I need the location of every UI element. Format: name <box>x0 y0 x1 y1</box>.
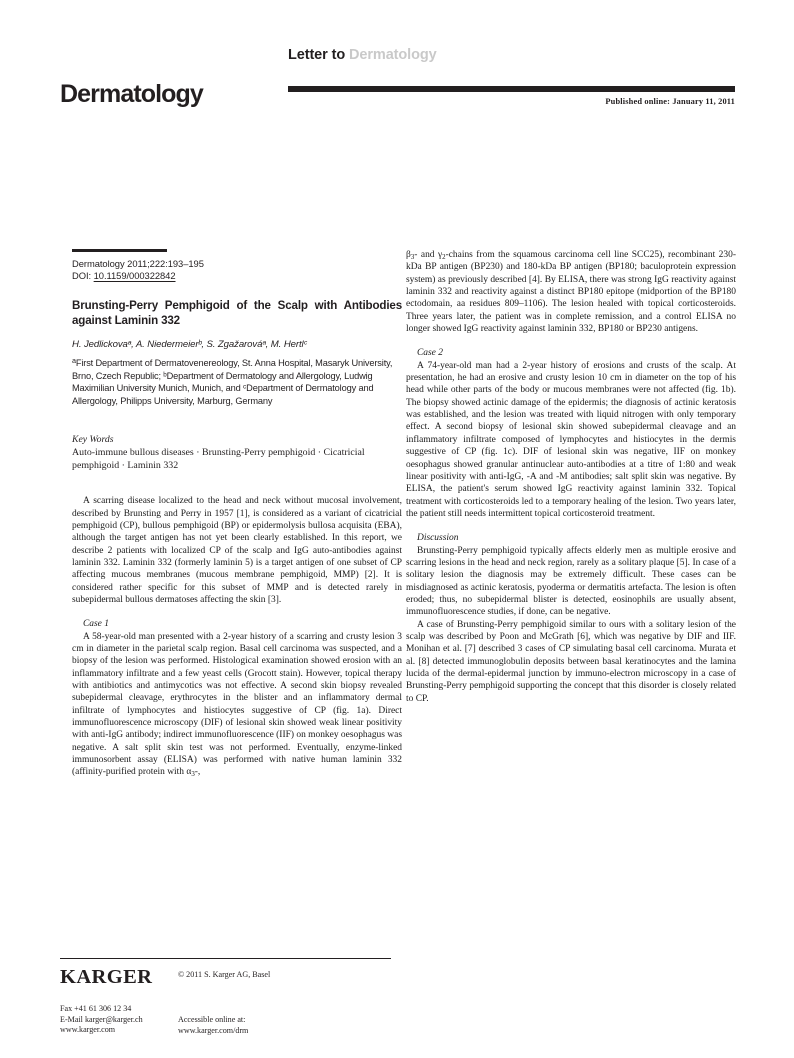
affiliation-marker-a: a <box>72 356 76 365</box>
gamma-subscript: 2 <box>442 254 446 262</box>
doi-link[interactable]: 10.1159/000322842 <box>93 270 176 282</box>
publisher-contact-block <box>60 1004 143 1036</box>
discussion-heading: Discussion <box>417 533 459 544</box>
chain-connector: - and γ <box>414 250 443 260</box>
article-top-rule <box>72 249 167 252</box>
header-rule <box>288 86 735 92</box>
accessible-online-url[interactable]: www.karger.com/drm <box>178 1025 249 1035</box>
case1-continued-paragraph <box>406 249 736 335</box>
accessible-online-block <box>178 1015 248 1036</box>
article-citation-block <box>72 258 402 283</box>
case2-heading: Case 2 <box>417 348 443 359</box>
journal-masthead-logo: Dermatology <box>60 80 203 108</box>
keywords-block <box>72 434 402 473</box>
accessible-online-label: Accessible online at: <box>178 1015 246 1024</box>
right-column <box>406 249 736 705</box>
case2-paragraph: A 74-year-old man had a 2-year history of erosions and crusts of the scalp. At presentation, he had an erosive and crusty lesion 10 cm in diameter on the top of his head while other parts of the body or mucous membranes were not affected (fig. 1b). The biopsy showed actinic damage of the epidermis; the diagnosis of actinic keratosis was established, and the lesion was treated with liquid nitrogen with only temporary effect. A second biopsy of lesional skin showed subepidermal cleavage and an inflammatory infiltrate composed of lymphocytes and histiocytes in the dermis suggestive of CP (fig. 1c). DIF of lesional skin was negative, IIF on monkey oesophagus showed granular antinuclear auto-antibodies at a titre of 1:80 and weak linear positivity with anti-IgG, -A and -M antibodies; salt split skin was negative. By ELISA, the patient's serum showed IgG reactivity against laminin 332. Topical treatment with corticosteroids led to a temporary healing of the lesion. Two years later, the patient still needs intermittent topical corticosteroid treatment. <box>406 360 736 519</box>
letter-to-label: Letter to <box>288 47 346 63</box>
case1-text-tail: -, <box>194 767 201 778</box>
journal-citation: Dermatology 2011;222:193–195 <box>72 257 204 269</box>
article-title: Brunsting-Perry Pemphigoid of the Scalp with Antibodies against Laminin 332 <box>72 298 402 327</box>
email-line[interactable]: E-Mail karger@karger.ch <box>60 1014 143 1024</box>
intro-paragraph: A scarring disease localized to the head and neck without mucosal involvement, described by Brunsting and Perry in 1957 [1], is considered as a variant of cicatricial pemphigoid (CP), bullous pemphigoid (BP) or epidermolysis bullosa acquisita (EBA), although the target antigen has not yet been clearly established. In this report, we describe 2 patients with localized CP of the scalp and IgG auto-antibodies against laminin 332. Laminin 332 (formerly laminin 5) is a target antigen of one subset of CP affecting mucous membranes (mucous membrane pemphigoid, MMP) [2]. It is considered rather specific for this subset of MMP and is detected rarely in subepidermal bullous dermatoses affecting the skin [3]. <box>72 496 402 605</box>
discussion-paragraph-2: A case of Brunsting-Perry pemphigoid similar to ours with a solitary lesion of the scalp was described by Poon and McGrath [6], which was negative by DIF and IIF. Monihan et al. [7] described 3 cases of CP simulating basal cell carcinoma. Murata et al. [8] detected immunoglobulin deposits between basal keratinocytes and the lamina lucida of the dermal-epidermal junction by immuno-electron microscopy in a case of Brunsting-Perry pemphigoid supporting the concept that this disorder is closely related to CP. <box>406 619 736 704</box>
case1-paragraph <box>72 631 402 779</box>
letter-to-journal-label: Dermatology <box>349 47 437 63</box>
case1-continued-text: -chains from the squamous carcinoma cell line SCC25), recombinant 230-kDa BP antigen (BP230) and 180-kDa BP antigen (BP180; baculoprotein expression system) as previously described [4]. By ELISA, there was strong IgG reactivity against laminin 332 and reactivity against a distinct BP180 epitope (midportion of the BP180 ectodomain, aa residues 809–1106). The lesion healed with topical corticosteroids. Three years later, the patient was in complete remission, and a control ELISA no longer showed IgG reactivity against laminin 332, BP180 or BP230 antigens. <box>406 250 736 335</box>
beta-subscript: 3 <box>410 254 415 262</box>
affiliations-text: First Department of Dermatovenereology, St. Anna Hospital, Masaryk University, Brno, Czech Republic; ᵇDepartment of Dermatology and Allergology, Ludwig Maximilian University Munich, Munich, and ᶜDepartment of Dermatology and Allergology, Philipps University, Marburg, Germany <box>72 358 393 406</box>
case1-text-main: A 58-year-old man presented with a 2-year history of a scarring and crusty lesion 3 cm in diameter in the parietal scalp region. Basal cell carcinoma was suspected, and a biopsy of the lesion was performed. Histological examination showed erosion with an inflammatory infiltrate and a few yeast cells (Grocott stain). However, topical therapy with antibiotics and antimycotics was not effective. A second skin biopsy revealed subepidermal cleavage, erythrocytes in the blister and an inflammatory dermal infiltrate of lymphocytes and histiocytes suggestive of CP (fig. 1a). Direct immunofluorescence microscopy (DIF) of lesional skin showed weak linear positivity with anti-IgG antibody; indirect immunofluorescence (IIF) on monkey oesophagus was negative. A salt split skin test was not performed. Eventually, enzyme-linked immunosorbent assay (ELISA) was performed with native human laminin 332 (affinity-purified protein with α <box>72 631 402 778</box>
case1-alpha-subscript: 3 <box>191 771 195 779</box>
doi-label: DOI: <box>72 270 94 282</box>
footer-rule <box>60 958 391 959</box>
article-authors: H. Jedlickovaᵃ, A. Niedermeierᵇ, S. Zgažarováᵃ, M. Hertlᶜ <box>72 339 307 351</box>
keywords-list: Auto-immune bullous diseases · Brunsting-Perry pemphigoid · Cicatricial pemphigoid · Laminin 332 <box>72 446 365 472</box>
fax-line: Fax +41 61 306 12 34 <box>60 1004 132 1013</box>
keywords-heading: Key Words <box>72 433 114 445</box>
section-header-letter-to <box>288 47 437 63</box>
karger-logo: KARGER <box>60 966 153 988</box>
beta-symbol: β <box>406 250 411 260</box>
discussion-paragraph-1: Brunsting-Perry pemphigoid typically affects elderly men as multiple erosive and scarring lesions in the head and neck region, rarely as a solitary plaque [5]. In case of a solitary lesion the diagnosis may be extremely difficult. These cases can be misdiagnosed as actinic keratosis, pyoderma or dermatitis artefacta. The lesion is often eroded; thus, no subepidermal blister is detected, eosinophils are usually absent, immunofluorescence studies, if done, can be negative. <box>406 545 736 618</box>
case1-heading: Case 1 <box>83 619 109 630</box>
article-affiliations <box>72 357 402 407</box>
doi-line <box>72 270 402 283</box>
left-column <box>72 249 402 779</box>
published-online-date: Published online: January 11, 2011 <box>605 97 735 106</box>
copyright-notice: © 2011 S. Karger AG, Basel <box>178 970 271 979</box>
website-line[interactable]: www.karger.com <box>60 1025 116 1035</box>
